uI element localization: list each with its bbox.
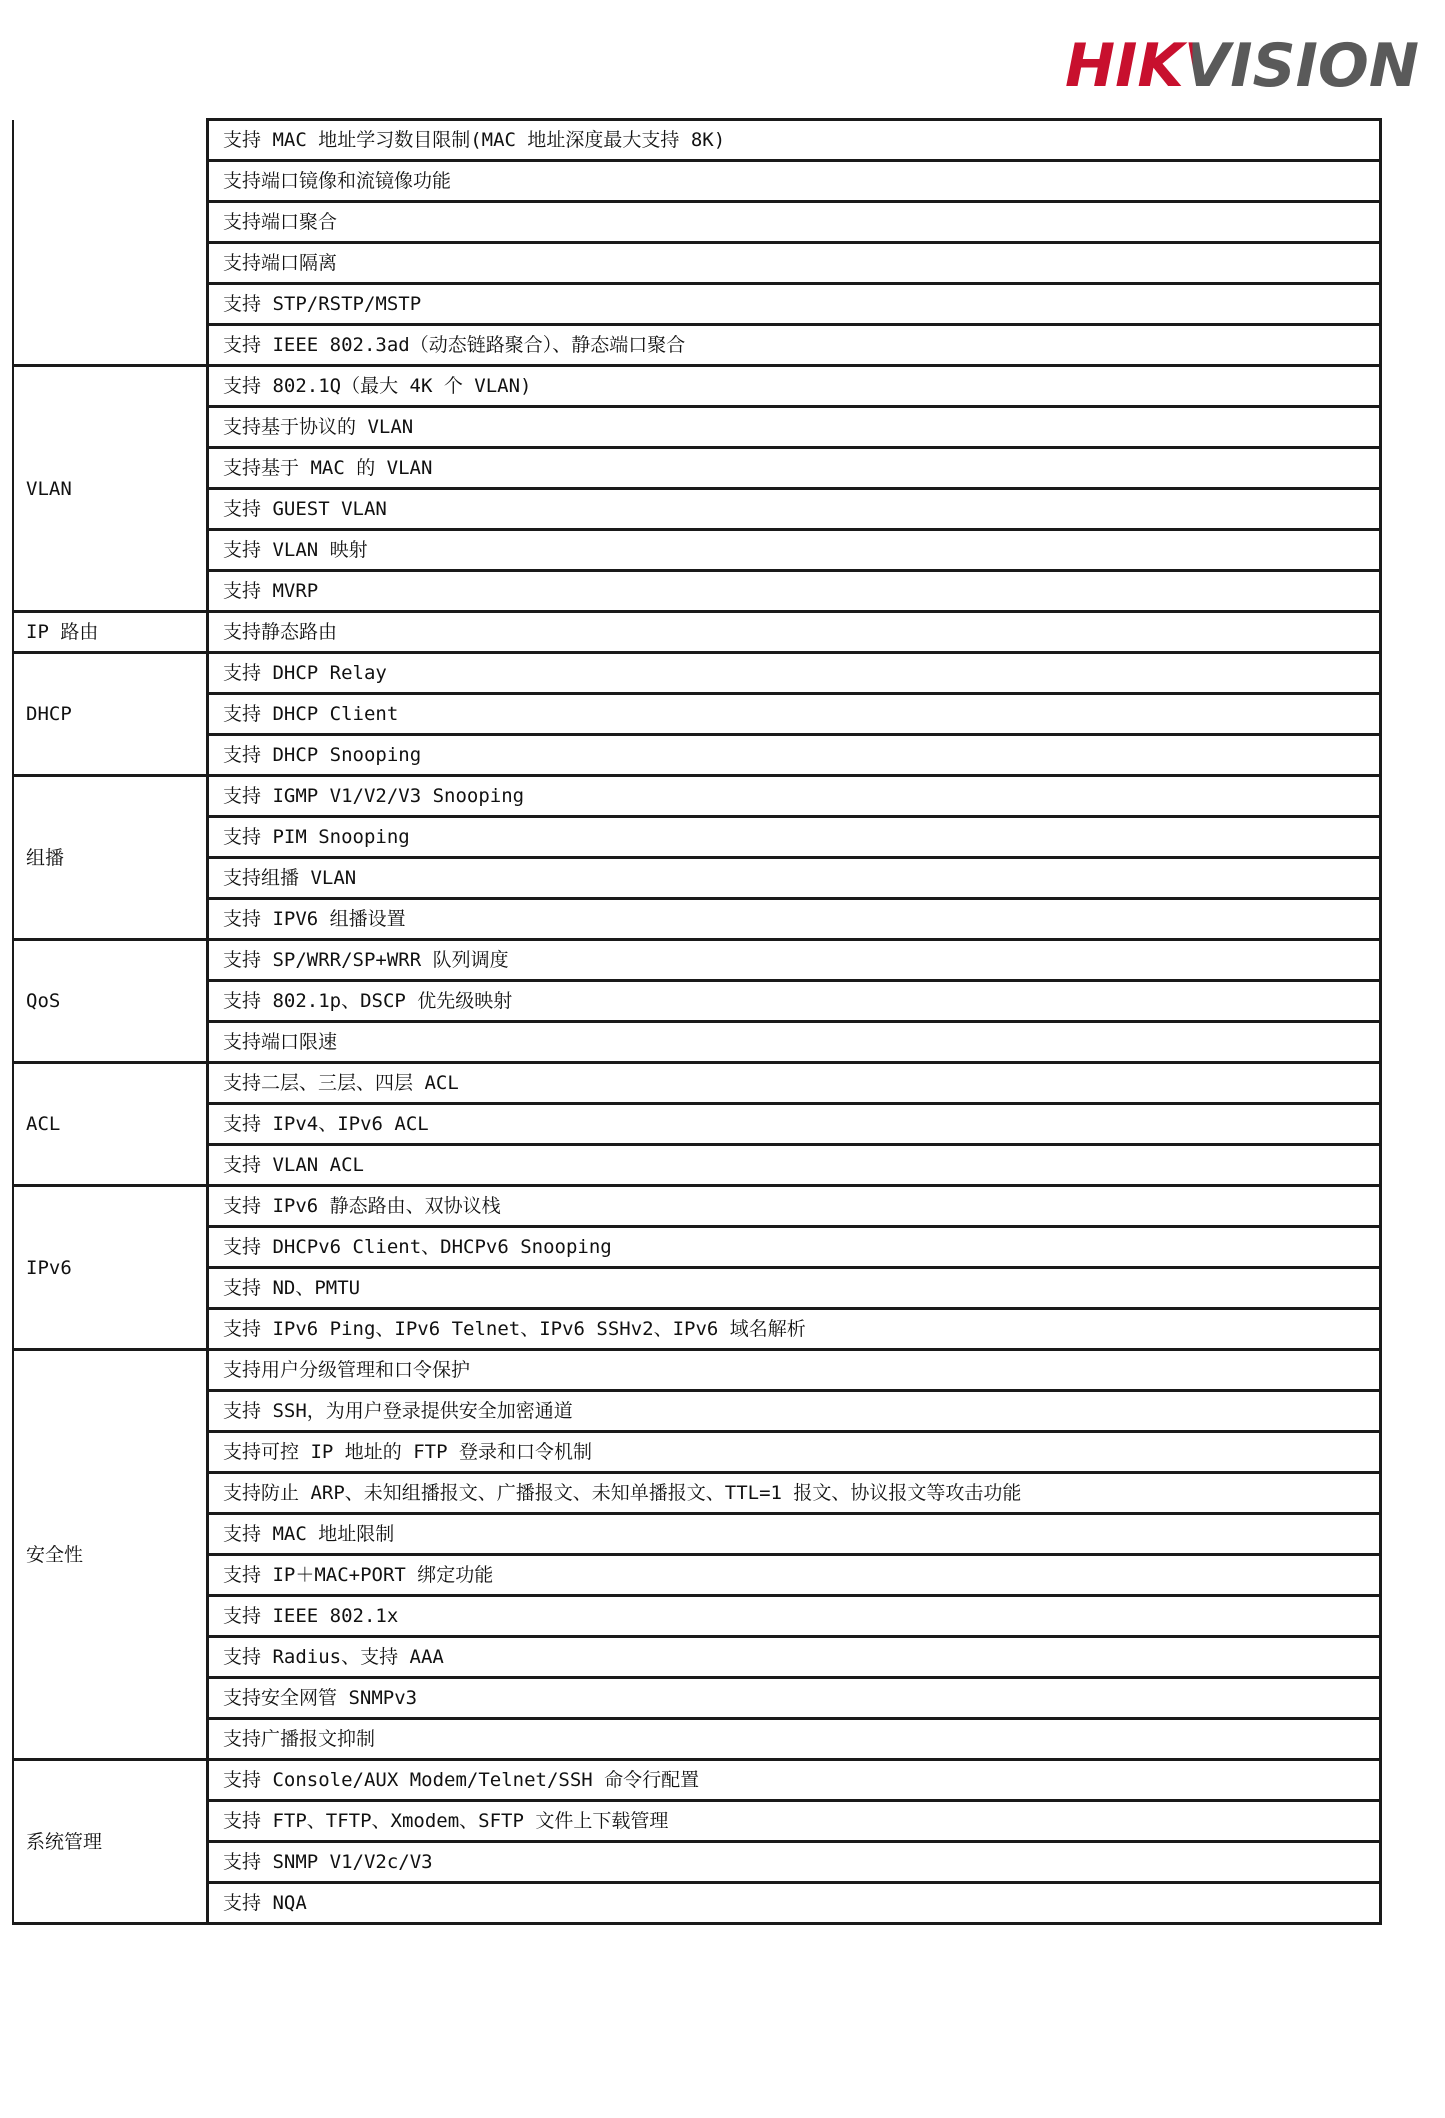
feature-cell: 支持 VLAN ACL (208, 1145, 1381, 1186)
category-cell: 组播 (13, 776, 208, 940)
feature-cell: 支持 IPv6 静态路由、双协议栈 (208, 1186, 1381, 1227)
feature-cell: 支持 STP/RSTP/MSTP (208, 284, 1381, 325)
table-row (13, 120, 1381, 161)
spec-table (12, 118, 1382, 1925)
table-row (13, 1473, 1381, 1514)
hikvision-logo (1063, 30, 1423, 96)
feature-cell: 支持静态路由 (208, 612, 1381, 653)
table-row (13, 1186, 1381, 1227)
feature-cell: 支持 VLAN 映射 (208, 530, 1381, 571)
table-row (13, 1145, 1381, 1186)
feature-cell: 支持 NQA (208, 1883, 1381, 1924)
feature-cell: 支持端口镜像和流镜像功能 (208, 161, 1381, 202)
feature-cell: 支持基于协议的 VLAN (208, 407, 1381, 448)
table-row (13, 1309, 1381, 1350)
table-row (13, 448, 1381, 489)
feature-cell: 支持组播 VLAN (208, 858, 1381, 899)
feature-cell: 支持 FTP、TFTP、Xmodem、SFTP 文件上下载管理 (208, 1801, 1381, 1842)
category-cell: 系统管理 (13, 1760, 208, 1924)
table-row (13, 284, 1381, 325)
table-row (13, 1555, 1381, 1596)
table-row (13, 325, 1381, 366)
feature-cell: 支持 802.1Q（最大 4K 个 VLAN) (208, 366, 1381, 407)
feature-cell: 支持二层、三层、四层 ACL (208, 1063, 1381, 1104)
category-cell: IP 路由 (13, 612, 208, 653)
feature-cell: 支持 SNMP V1/V2c/V3 (208, 1842, 1381, 1883)
table-row (13, 571, 1381, 612)
feature-cell: 支持防止 ARP、未知组播报文、广播报文、未知单播报文、TTL=1 报文、协议报文等攻击功能 (208, 1473, 1381, 1514)
table-row (13, 776, 1381, 817)
table-row (13, 530, 1381, 571)
feature-cell: 支持 MAC 地址学习数目限制(MAC 地址深度最大支持 8K) (208, 120, 1381, 161)
logo-wordmark: HIKVISION (1065, 31, 1419, 96)
category-cell (13, 120, 208, 366)
feature-cell: 支持 IPv6 Ping、IPv6 Telnet、IPv6 SSHv2、IPv6 域名解析 (208, 1309, 1381, 1350)
category-cell: VLAN (13, 366, 208, 612)
feature-cell: 支持 DHCP Snooping (208, 735, 1381, 776)
feature-cell: 支持 SP/WRR/SP+WRR 队列调度 (208, 940, 1381, 981)
table-row (13, 899, 1381, 940)
feature-cell: 支持 DHCP Relay (208, 653, 1381, 694)
feature-cell: 支持 DHCPv6 Client、DHCPv6 Snooping (208, 1227, 1381, 1268)
feature-cell: 支持 PIM Snooping (208, 817, 1381, 858)
feature-cell: 支持端口聚合 (208, 202, 1381, 243)
table-row (13, 817, 1381, 858)
category-cell: 安全性 (13, 1350, 208, 1760)
category-cell: ACL (13, 1063, 208, 1186)
table-row (13, 1678, 1381, 1719)
feature-cell: 支持 DHCP Client (208, 694, 1381, 735)
table-row (13, 1637, 1381, 1678)
table-row (13, 1596, 1381, 1637)
table-row (13, 612, 1381, 653)
table-row (13, 407, 1381, 448)
feature-cell: 支持安全网管 SNMPv3 (208, 1678, 1381, 1719)
hikvision-logo-mark (1063, 30, 1423, 96)
table-row (13, 694, 1381, 735)
feature-cell: 支持 802.1p、DSCP 优先级映射 (208, 981, 1381, 1022)
category-cell: DHCP (13, 653, 208, 776)
table-row (13, 243, 1381, 284)
feature-cell: 支持 MVRP (208, 571, 1381, 612)
feature-cell: 支持 IP＋MAC+PORT 绑定功能 (208, 1555, 1381, 1596)
table-row (13, 1268, 1381, 1309)
table-row (13, 1801, 1381, 1842)
feature-cell: 支持 ND、PMTU (208, 1268, 1381, 1309)
feature-cell: 支持 IPV6 组播设置 (208, 899, 1381, 940)
table-row (13, 1719, 1381, 1760)
table-row (13, 1104, 1381, 1145)
feature-cell: 支持端口隔离 (208, 243, 1381, 284)
feature-cell: 支持广播报文抑制 (208, 1719, 1381, 1760)
table-row (13, 653, 1381, 694)
table-row (13, 1391, 1381, 1432)
table-row (13, 1432, 1381, 1473)
feature-cell: 支持端口限速 (208, 1022, 1381, 1063)
feature-cell: 支持 IPv4、IPv6 ACL (208, 1104, 1381, 1145)
table-row (13, 1842, 1381, 1883)
feature-cell: 支持 SSH，为用户登录提供安全加密通道 (208, 1391, 1381, 1432)
category-cell: IPv6 (13, 1186, 208, 1350)
feature-cell: 支持 GUEST VLAN (208, 489, 1381, 530)
table-row (13, 202, 1381, 243)
table-row (13, 1227, 1381, 1268)
table-row (13, 1514, 1381, 1555)
feature-cell: 支持 IEEE 802.3ad（动态链路聚合）、静态端口聚合 (208, 325, 1381, 366)
table-row (13, 1350, 1381, 1391)
table-row (13, 1760, 1381, 1801)
table-row (13, 981, 1381, 1022)
feature-cell: 支持可控 IP 地址的 FTP 登录和口令机制 (208, 1432, 1381, 1473)
table-row (13, 735, 1381, 776)
feature-cell: 支持 IEEE 802.1x (208, 1596, 1381, 1637)
table-row (13, 1022, 1381, 1063)
feature-cell: 支持用户分级管理和口令保护 (208, 1350, 1381, 1391)
feature-cell: 支持 MAC 地址限制 (208, 1514, 1381, 1555)
category-cell: QoS (13, 940, 208, 1063)
table-row (13, 161, 1381, 202)
table-row (13, 1883, 1381, 1924)
table-row (13, 858, 1381, 899)
table-row (13, 1063, 1381, 1104)
table-row (13, 489, 1381, 530)
feature-cell: 支持基于 MAC 的 VLAN (208, 448, 1381, 489)
table-row (13, 366, 1381, 407)
feature-cell: 支持 IGMP V1/V2/V3 Snooping (208, 776, 1381, 817)
table-row (13, 940, 1381, 981)
spec-table-body (13, 120, 1381, 1924)
feature-cell: 支持 Console/AUX Modem/Telnet/SSH 命令行配置 (208, 1760, 1381, 1801)
feature-cell: 支持 Radius、支持 AAA (208, 1637, 1381, 1678)
